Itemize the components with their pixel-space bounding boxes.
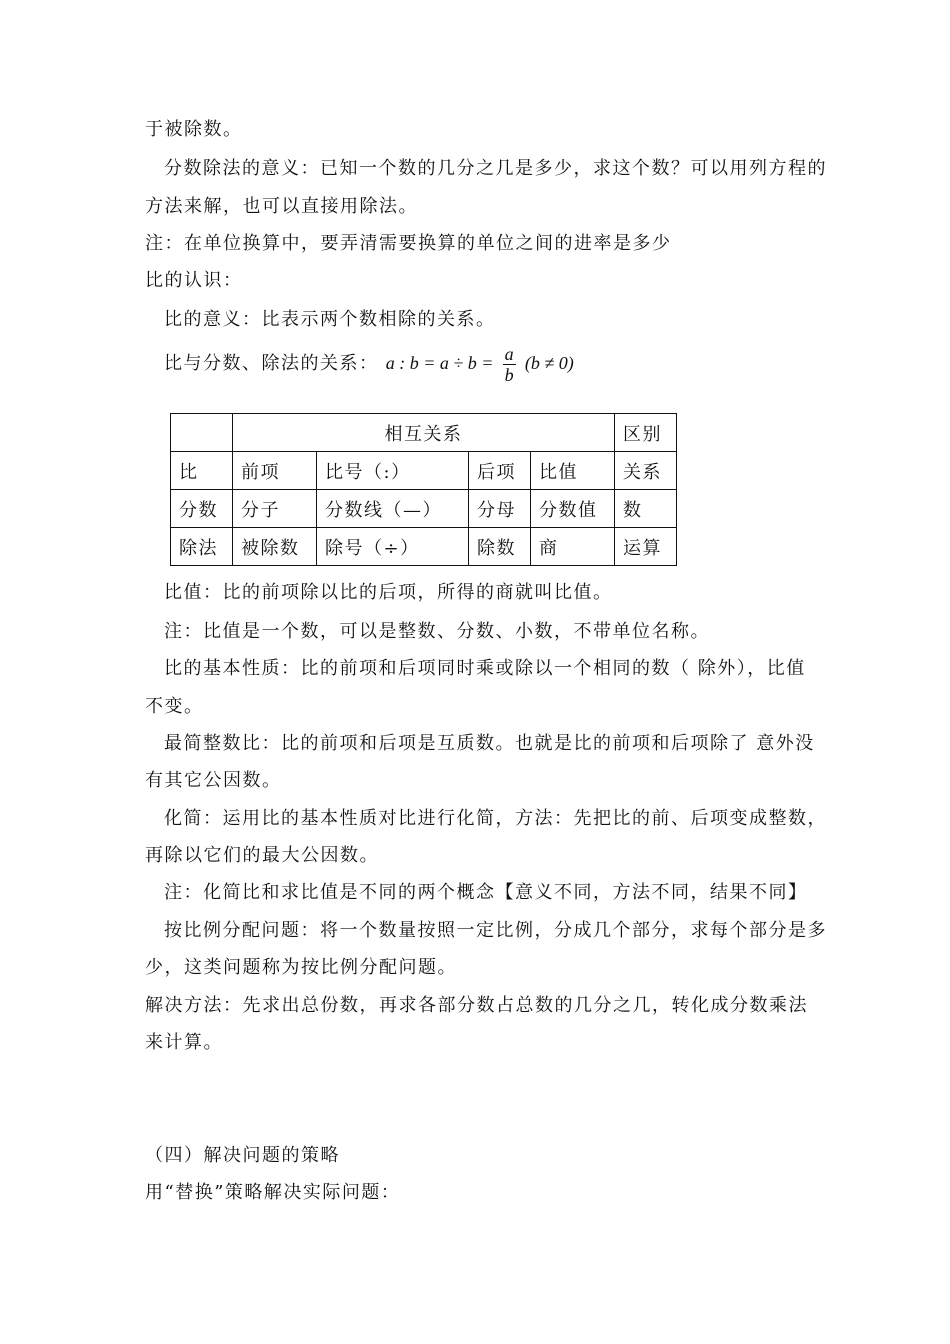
table-row — [171, 414, 677, 452]
table-cell: 分数值 — [531, 490, 615, 528]
table-cell: 后项 — [469, 452, 531, 490]
table-cell: 关系 — [615, 452, 677, 490]
table-cell: 前项 — [233, 452, 317, 490]
table-row — [171, 528, 677, 566]
text-line: 注：在单位换算中，要弄清需要换算的单位之间的进率是多少 — [145, 233, 672, 254]
text-line: 用“替换”策略解决实际问题： — [145, 1182, 401, 1203]
table-cell: 数 — [615, 490, 677, 528]
text-line: 不变。 — [145, 696, 204, 717]
table-cell: 分子 — [233, 490, 317, 528]
text-line: 分数除法的意义：已知一个数的几分之几是多少，求这个数？可以用列方程的 — [164, 158, 827, 179]
text-line: 解决方法：先求出总份数，再求各部分数占总数的几分之几，转化成分数乘法 — [145, 995, 808, 1016]
table-cell: 除数 — [469, 528, 531, 566]
ratio-relation-line — [164, 343, 574, 385]
text-line: 少，这类问题称为按比例分配问题。 — [145, 957, 457, 978]
table-row — [171, 452, 677, 490]
text-line: 比的基本性质：比的前项和后项同时乘或除以一个相同的数（ 除外），比值 — [164, 658, 806, 679]
text-line: 注：比值是一个数，可以是整数、分数、小数，不带单位名称。 — [164, 621, 710, 642]
text-line: 最简整数比：比的前项和后项是互质数。也就是比的前项和后项除了 意外没 — [164, 733, 815, 754]
table-row — [171, 490, 677, 528]
text-line: 化简：运用比的基本性质对比进行化简，方法：先把比的前、后项变成整数， — [164, 808, 827, 829]
table-cell: 运算 — [615, 528, 677, 566]
ratio-relation-prefix: 比与分数、除法的关系： — [164, 353, 379, 374]
relation-table — [170, 413, 677, 566]
formula-left: a : b = a ÷ b = — [385, 353, 494, 373]
table-cell: 被除数 — [233, 528, 317, 566]
text-line: 比值：比的前项除以比的后项，所得的商就叫比值。 — [164, 582, 613, 603]
formula-fraction — [503, 344, 516, 385]
section-heading: （四）解决问题的策略 — [145, 1145, 340, 1166]
text-line: 比的认识： — [145, 270, 243, 291]
text-line: 按比例分配问题：将一个数量按照一定比例，分成几个部分，求每个部分是多 — [164, 920, 827, 941]
table-cell: 分母 — [469, 490, 531, 528]
text-line: 有其它公因数。 — [145, 770, 282, 791]
fraction-denominator: b — [504, 364, 514, 385]
table-cell: 除法 — [171, 528, 233, 566]
text-line: 再除以它们的最大公因数。 — [145, 845, 379, 866]
table-cell: 分数 — [171, 490, 233, 528]
table-header-cell: 区别 — [615, 414, 677, 452]
table-cell: 除号（÷） — [317, 528, 469, 566]
fraction-numerator: a — [504, 343, 514, 364]
table-cell — [171, 414, 233, 452]
table-cell: 比号（:） — [317, 452, 469, 490]
table-header-cell: 相互关系 — [233, 414, 615, 452]
text-line: 比的意义：比表示两个数相除的关系。 — [164, 309, 496, 330]
text-line: 于被除数。 — [145, 119, 243, 140]
text-line: 方法来解，也可以直接用除法。 — [145, 196, 418, 217]
formula-right: (b ≠ 0) — [524, 353, 574, 373]
text-line: 来计算。 — [145, 1032, 223, 1053]
text-line: 注：化简比和求比值是不同的两个概念【意义不同，方法不同，结果不同】 — [164, 882, 808, 903]
table-cell: 分数线（—） — [317, 490, 469, 528]
table-cell: 商 — [531, 528, 615, 566]
table-cell: 比 — [171, 452, 233, 490]
table-cell: 比值 — [531, 452, 615, 490]
